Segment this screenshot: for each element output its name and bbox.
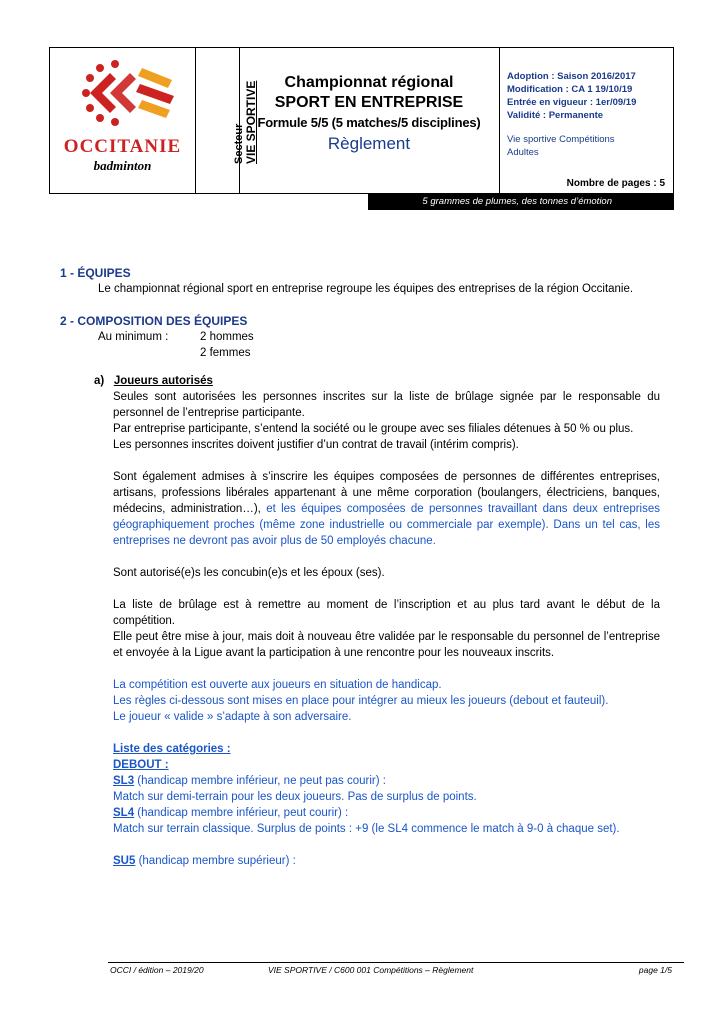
sector-caption: Secteur [233, 123, 245, 164]
sector-name: VIE SPORTIVE [244, 80, 258, 164]
handicap-line: La compétition est ouverte aux joueurs en situation de handicap. [113, 679, 442, 691]
paragraph: Elle peut être mise à jour, mais doit à nouveau être validée par le responsable du personnel de l’entreprise et envoyée à la Ligue avant la participation à une rencontre pour les nouveaux inscrits. [113, 631, 660, 659]
meta-effective: Entrée en vigueur : 1er/09/19 [507, 97, 637, 108]
paragraph-amendment: et les équipes composées de personnes travaillant dans deux entreprises géographiquement proches (même zone industrielle ou commerciale par exemple). Dans un tel cas, les entreprises ne devront pas avoir plus de 50 employés chacune. [113, 503, 660, 547]
category-description: (handicap membre inférieur, ne peut pas courir) : [134, 775, 386, 787]
category-sl4 [113, 805, 660, 821]
paragraph [113, 469, 660, 549]
divider [195, 48, 196, 193]
divider [499, 48, 500, 193]
footer-page-number: page 1/5 [638, 965, 672, 975]
handicap-line: Le joueur « valide » s’adapte à son adversaire. [113, 711, 352, 723]
category-description: (handicap membre inférieur, peut courir) : [134, 807, 349, 819]
cross-emblem-icon [50, 48, 195, 138]
meta-modification: Modification : CA 1 19/10/19 [507, 84, 633, 95]
meta-audience: Adultes [507, 147, 539, 158]
paragraph: Sont autorisé(e)s les concubin(e)s et les époux (ses). [113, 567, 385, 579]
category-rule: Match sur demi-terrain pour les deux joueurs. Pas de surplus de points. [113, 791, 477, 803]
title-line-3: Formule 5/5 (5 matches/5 disciplines) [257, 115, 481, 130]
occitanie-logo [50, 48, 195, 193]
category-code: SL3 [113, 775, 135, 787]
subsection-a-body [60, 389, 660, 869]
title-line-1: Championnat régional [284, 74, 454, 91]
meta-validity: Validité : Permanente [507, 110, 604, 121]
footer-reference: VIE SPORTIVE / C600 001 Compétitions – Règlement [268, 965, 474, 975]
title-line-2: SPORT EN ENTREPRISE [274, 94, 464, 111]
minimum-row [60, 329, 660, 345]
paragraph-part: Sont également admises à s’inscrire les équipes composées de personnes de différentes entreprises, artisans, professions libérales appartenant à une même corporation (boulangers, électriciens, banques, médecins, administration…), [113, 471, 660, 515]
header-box [49, 47, 674, 194]
category-rule: Match sur terrain classique. Surplus de points : +9 (le SL4 commence le match à 9-0 à chaque set). [113, 823, 620, 835]
category-su5 [113, 853, 660, 869]
section-1-text: Le championnat régional sport en entreprise regroupe les équipes des entreprises de la région Occitanie. [98, 283, 634, 295]
section-1-title: 1 - ÉQUIPES [60, 266, 131, 280]
category-description: (handicap membre supérieur) : [135, 855, 296, 867]
minimum-women: 2 femmes [200, 347, 251, 359]
document-title [240, 48, 498, 155]
category-code: SL4 [113, 807, 135, 819]
page-footer [108, 962, 684, 975]
document-body [60, 265, 660, 869]
paragraph: La liste de brûlage est à remettre au moment de l’inscription et au plus tard avant le début de la compétition. [113, 599, 660, 627]
meta-category: Vie sportive Compétitions [507, 134, 615, 145]
category-sl3 [113, 773, 660, 789]
subsection-a-heading: Joueurs autorisés [113, 375, 213, 387]
subsection-a-title [60, 373, 660, 389]
category-code: SU5 [113, 855, 136, 867]
paragraph: Seules sont autorisées les personnes inscrites sur la liste de brûlage signée par le responsable du personnel de l’entreprise participante. [113, 391, 660, 419]
document-metadata [507, 70, 672, 159]
minimum-label: Au minimum : [98, 331, 169, 343]
meta-adoption: Adoption : Saison 2016/2017 [507, 71, 636, 82]
subsection-a-label: a) [94, 375, 105, 387]
standing-title: DEBOUT : [113, 759, 169, 771]
title-line-4: Règlement [327, 134, 411, 153]
paragraph: Les personnes inscrites doivent justifier d’un contrat de travail (intérim compris). [113, 439, 519, 451]
logo-subtitle: badminton [93, 158, 152, 173]
paragraph: Par entreprise participante, s’entend la société ou le groupe avec ses filiales détenues à 50 % ou plus. [113, 423, 634, 435]
categories-title: Liste des catégories : [113, 743, 231, 755]
slogan-banner: 5 grammes de plumes, des tonnes d’émotion [368, 194, 674, 210]
section-2-title: 2 - COMPOSITION DES ÉQUIPES [60, 314, 248, 328]
minimum-men: 2 hommes [200, 331, 254, 343]
handicap-line: Les règles ci-dessous sont mises en place pour intégrer au mieux les joueurs (debout et fauteuil). [113, 695, 609, 707]
footer-edition: OCCI / édition – 2019/20 [110, 965, 204, 975]
logo-name: OCCITANIE [63, 136, 182, 157]
page-count: Nombre de pages : 5 [566, 178, 665, 189]
